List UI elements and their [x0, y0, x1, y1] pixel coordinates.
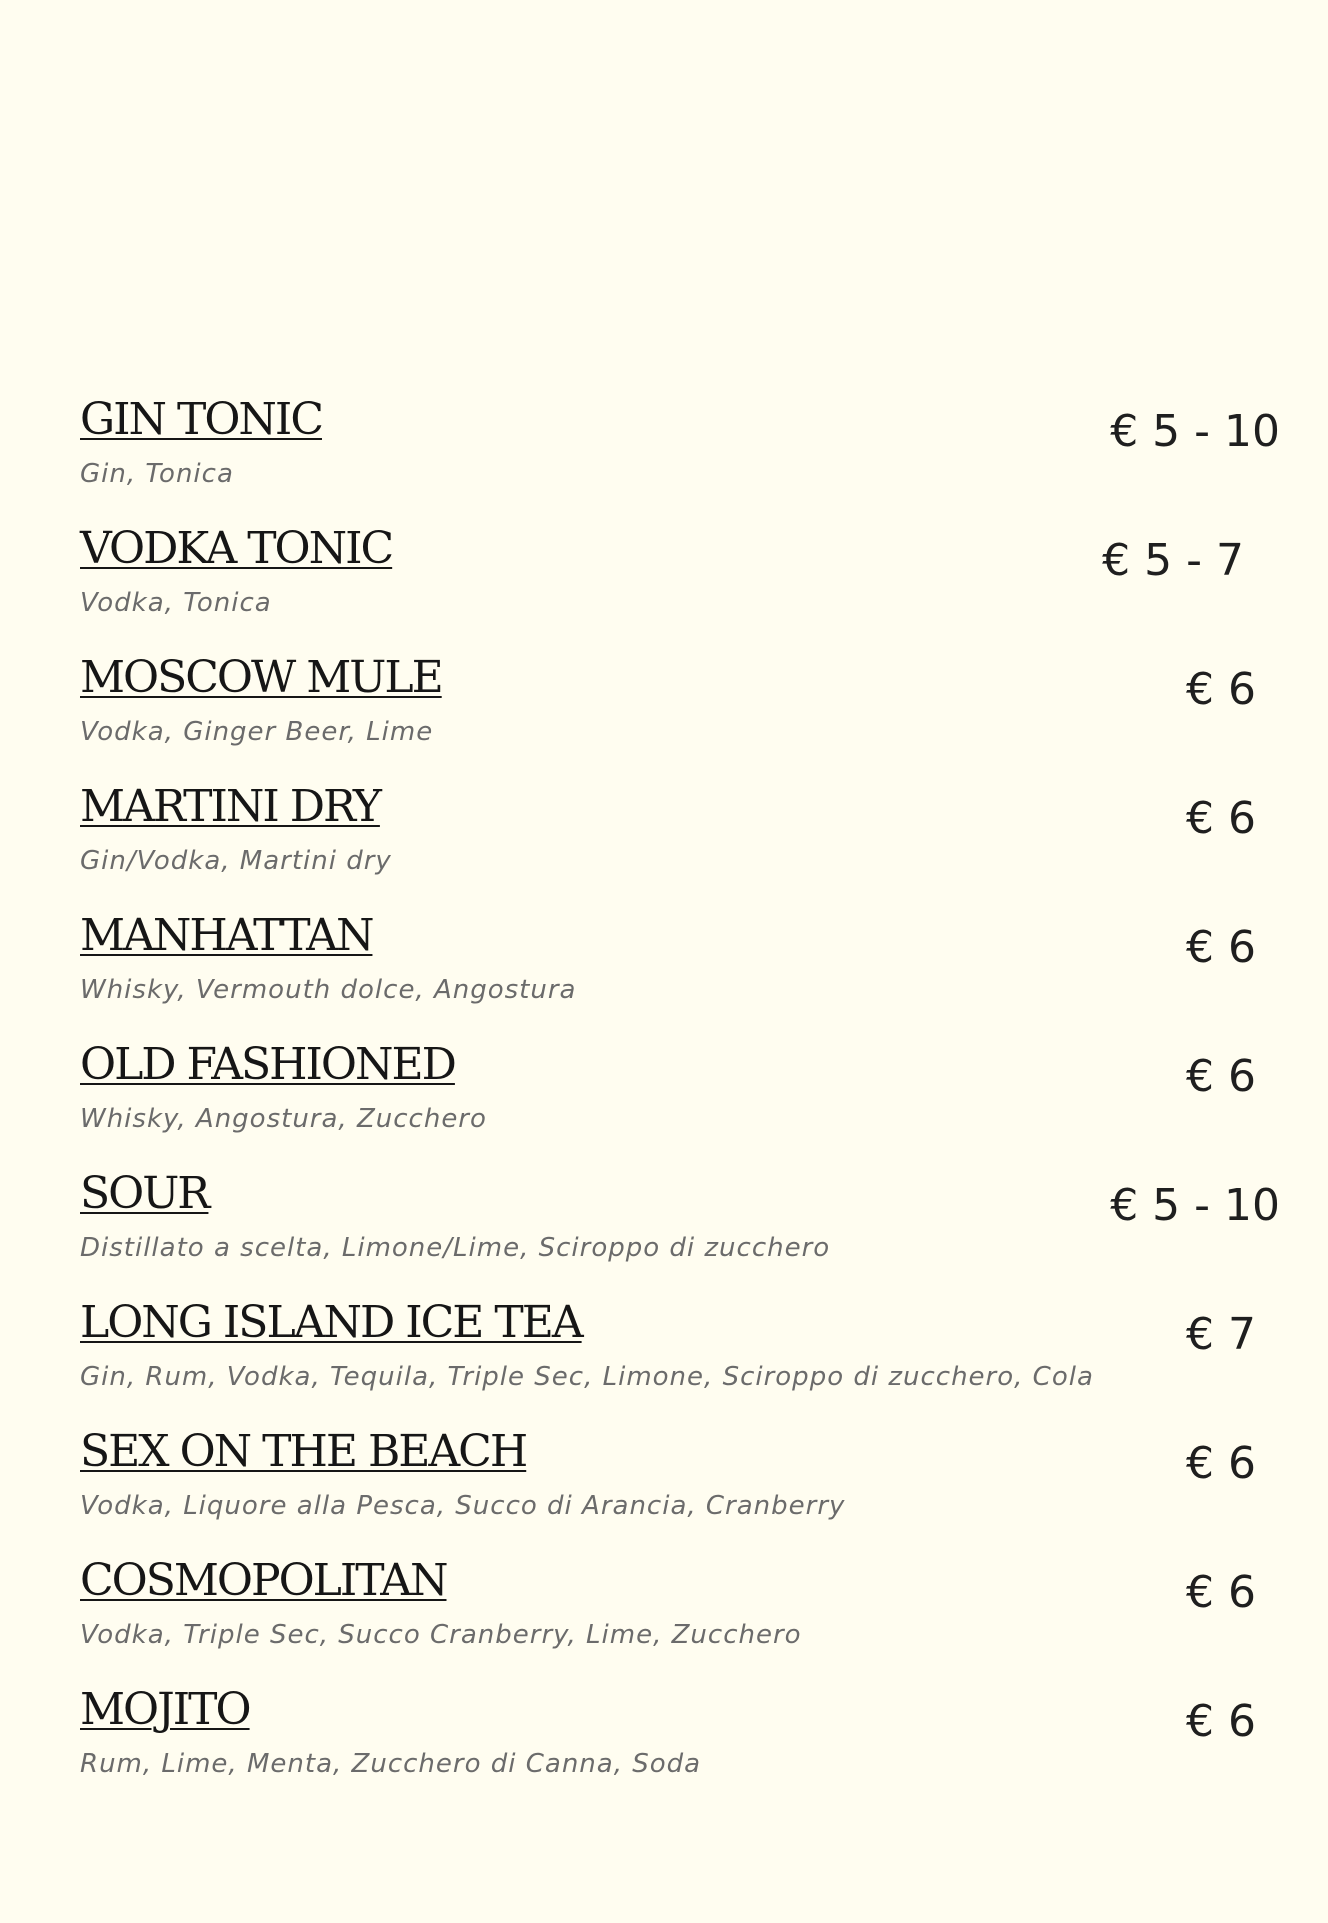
item-ingredients: Vodka, Liquore alla Pesca, Succo di Arancia, Cranberry [80, 1491, 846, 1521]
item-ingredients: Gin/Vodka, Martini dry [80, 846, 392, 876]
item-price: € 6 [1186, 664, 1256, 715]
menu-item-sex-on-the-beach [80, 1424, 1280, 1544]
item-name: MOSCOW MULE [80, 652, 442, 703]
item-name: SEX ON THE BEACH [80, 1426, 527, 1477]
item-price: € 7 [1186, 1309, 1256, 1360]
item-ingredients: Rum, Lime, Menta, Zucchero di Canna, Soda [80, 1749, 702, 1779]
item-ingredients: Vodka, Tonica [80, 588, 272, 618]
item-name: SOUR [80, 1168, 209, 1219]
menu-item-old-fashioned [80, 1037, 1280, 1157]
menu-item-long-island-ice-tea [80, 1295, 1280, 1415]
item-name: LONG ISLAND ICE TEA [80, 1297, 582, 1348]
item-price: € 5 - 10 [1110, 1180, 1280, 1231]
menu-item-martini-dry [80, 779, 1280, 899]
item-name: MOJITO [80, 1684, 250, 1735]
menu-item-cosmopolitan [80, 1553, 1280, 1673]
menu-item-vodka-tonic [80, 521, 1280, 641]
menu-item-moscow-mule [80, 650, 1280, 770]
item-ingredients: Gin, Tonica [80, 459, 234, 489]
item-name: MARTINI DRY [80, 781, 380, 832]
item-name: MANHATTAN [80, 910, 373, 961]
item-ingredients: Vodka, Ginger Beer, Lime [80, 717, 434, 747]
item-price: € 6 [1186, 922, 1256, 973]
item-price: € 6 [1186, 1438, 1256, 1489]
item-ingredients: Whisky, Vermouth dolce, Angostura [80, 975, 577, 1005]
item-price: € 6 [1186, 793, 1256, 844]
item-ingredients: Whisky, Angostura, Zucchero [80, 1104, 487, 1134]
item-price: € 6 [1186, 1567, 1256, 1618]
item-name: VODKA TONIC [80, 523, 393, 574]
item-ingredients: Gin, Rum, Vodka, Tequila, Triple Sec, Limone, Sciroppo di zucchero, Cola [80, 1362, 1094, 1392]
item-price: € 5 - 10 [1110, 406, 1280, 457]
item-ingredients: Vodka, Triple Sec, Succo Cranberry, Lime, Zucchero [80, 1620, 802, 1650]
menu-item-mojito [80, 1682, 1280, 1802]
item-price: € 5 - 7 [1102, 535, 1244, 586]
item-price: € 6 [1186, 1051, 1256, 1102]
item-name: OLD FASHIONED [80, 1039, 455, 1090]
item-ingredients: Distillato a scelta, Limone/Lime, Sciroppo di zucchero [80, 1233, 831, 1263]
item-price: € 6 [1186, 1696, 1256, 1747]
menu-item-manhattan [80, 908, 1280, 1028]
menu-item-gin-tonic [80, 392, 1280, 512]
menu-item-sour [80, 1166, 1280, 1286]
item-name: COSMOPOLITAN [80, 1555, 447, 1606]
item-name: GIN TONIC [80, 394, 322, 445]
